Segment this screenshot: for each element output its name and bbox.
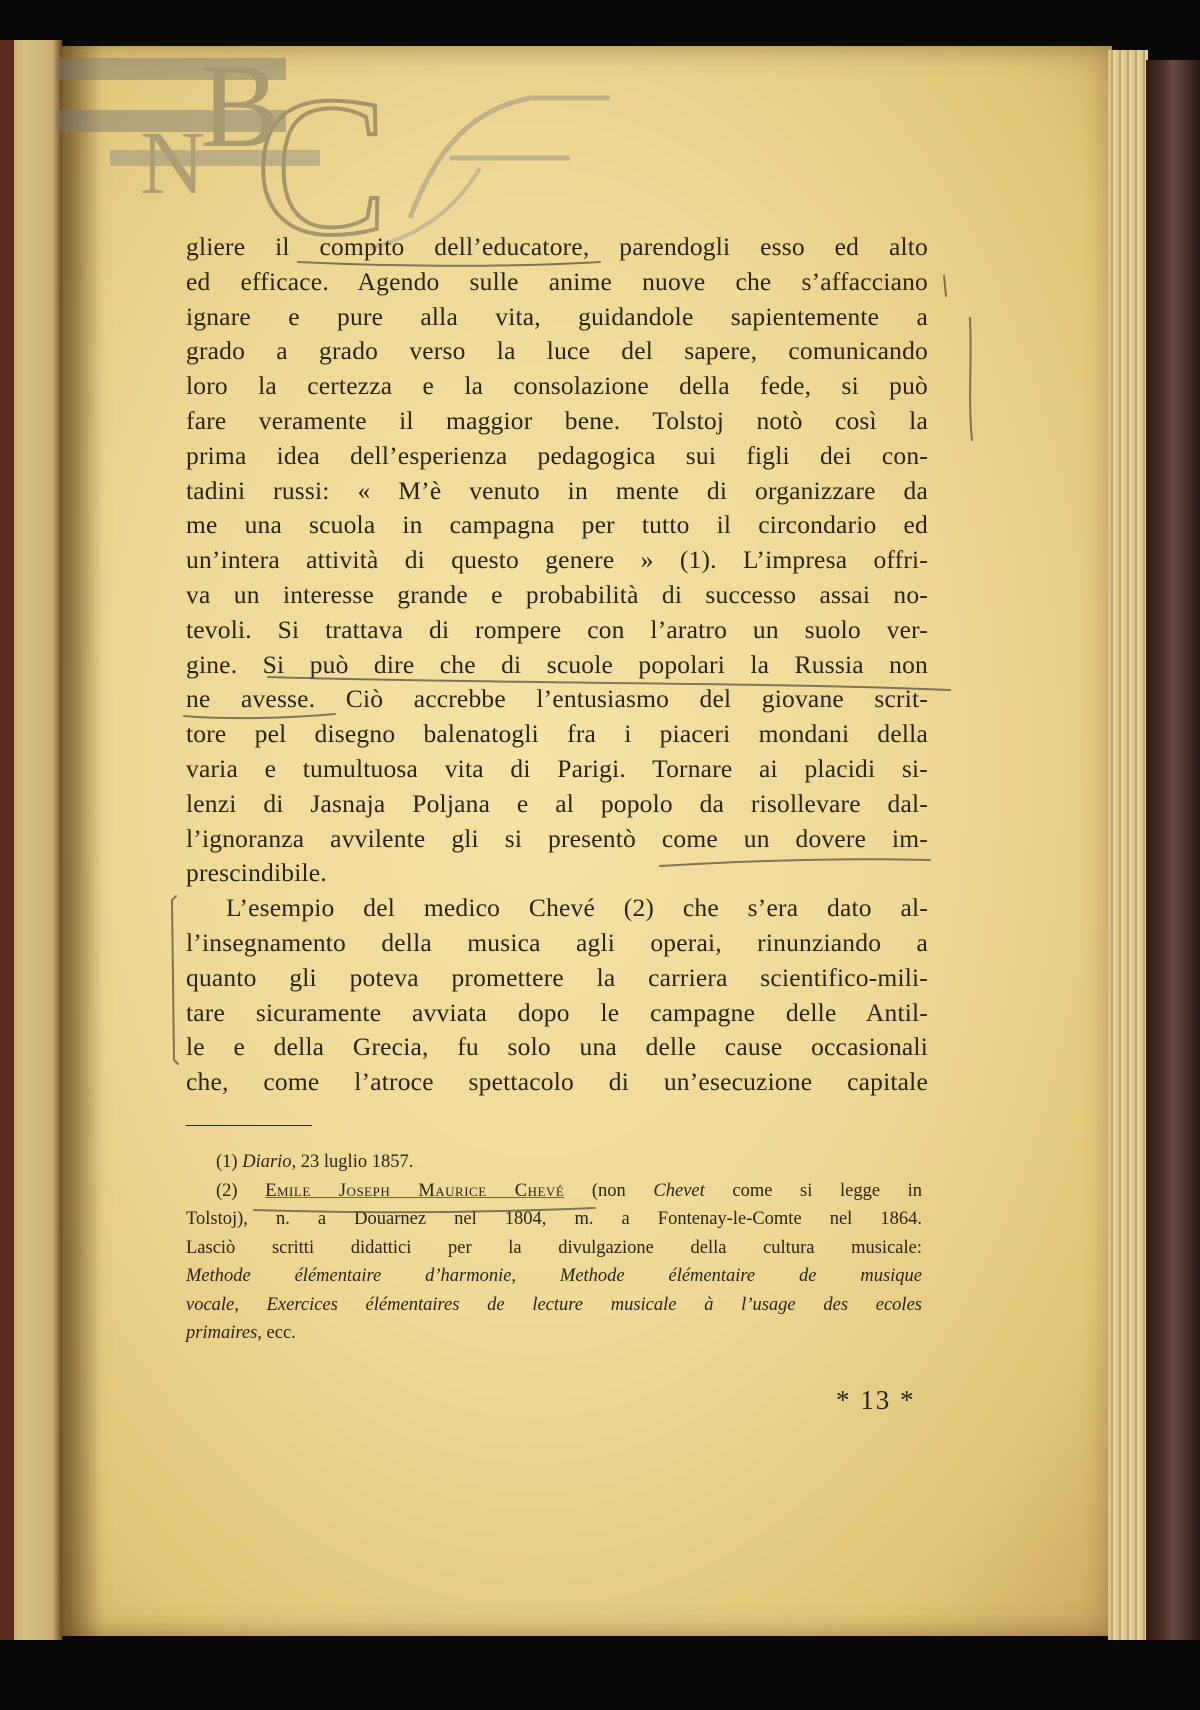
footnote-text: ecc. [266,1323,296,1343]
body-line: che, come l’atroce spettacolo di un’esecuzione capitale [186,1067,928,1097]
body-line: fare veramente il maggior bene. Tolstoj notò così la [186,405,928,435]
footnote-rule [186,1125,312,1126]
footnote-text: come si legge in [732,1180,923,1201]
body-line: l’ignoranza avvilente gli si presentò come un dovere im- [186,823,928,853]
footnote-line: Lasciò scritti didattici per la divulgazione della cultura musicale: [186,1237,922,1258]
footnote-2 [186,1177,922,1206]
library-watermark-logo [50,18,690,258]
svg-text:N: N [140,114,205,213]
cover-edge [0,40,14,1640]
svg-text:C: C [255,56,389,258]
footnote-line: vocale, Exercices élémentaires de lecture musicale à l’usage des ecoles [186,1294,922,1315]
body-line: va un interesse grande e probabilità di successo assai no- [186,579,928,609]
svg-text:B: B [200,39,281,172]
body-line: quanto gli poteva promettere la carriera scientifico-mili- [186,962,928,992]
footnote-italic-title: Diario, [242,1152,297,1172]
body-line: ignare e pure alla vita, guidandole sapientemente a [186,301,928,331]
footnote-line: Methode élémentaire d’harmonie, Methode élémentaire de musique [186,1266,922,1286]
footnote-line: Tolstoj), n. a Douarnez nel 1804, m. a Fontenay-le-Comte nel 1864. [186,1209,922,1229]
footnotes [186,1148,922,1348]
body-line: tadini russi: « M’è venuto in mente di organizzare da [186,475,928,505]
gutter-shadow [62,46,102,1636]
footnote-marker: (2) [216,1180,238,1201]
body-line: gliere il compito dell’educatore, parendogli esso ed alto [186,232,928,261]
body-line: un’intera attività di questo genere » (1). L’impresa offri- [186,545,928,575]
body-line: varia e tumultuosa vita di Parigi. Tornare ai placidi si- [186,753,928,783]
body-line: grado a grado verso la luce del sapere, comunicando [186,336,928,366]
footnote-1 [186,1148,922,1177]
footnote-text: (non [591,1180,626,1201]
body-line: ed efficace. Agendo sulle anime nuove che s’affacciano [186,266,928,296]
body-line: loro la certezza e la consolazione della fede, si può [186,371,928,401]
body-line: gine. Si può dire che di scuole popolari la Russia non [186,649,928,679]
body-line: ne avesse. Ciò accrebbe l’entusiasmo del giovane scrit- [186,684,928,714]
body-line: tevoli. Si trattava di rompere con l’aratro un suolo ver- [186,614,928,644]
footnote-italic-word: Chevet [653,1180,705,1201]
body-line: prescindibile. [186,858,327,888]
book-spine [1146,60,1200,1640]
footnote-marker: (1) [216,1152,238,1172]
body-line: l’insegnamento della musica agli operai, rinunziando a [186,927,928,957]
body-line: lenzi di Jasnaja Poljana e al popolo da risollevare dal- [186,788,928,818]
footnote-person-name: Emile Joseph Maurice Chevé [265,1180,565,1201]
page-number: * 13 * [836,1385,916,1415]
footnote-line [186,1319,922,1348]
body-line: tare sicuramente avviata dopo le campagne delle Antil- [186,997,928,1027]
body-line: tore pel disegno balenatogli fra i piaceri mondani della [186,719,928,749]
footnote-text: 23 luglio 1857. [300,1152,414,1172]
footnote-italic-word: primaires, [186,1323,262,1343]
body-line: L’esempio del medico Chevé (2) che s’era dato al- [226,893,928,923]
body-line: me una scuola in campagna per tutto il circondario ed [186,510,928,540]
page-stack-edge [1108,50,1148,1640]
body-line: le e della Grecia, fu solo una delle cause occasionali [186,1032,928,1062]
body-line: prima idea dell’esperienza pedagogica sui figli dei con- [186,440,928,470]
body-text [186,230,928,1100]
